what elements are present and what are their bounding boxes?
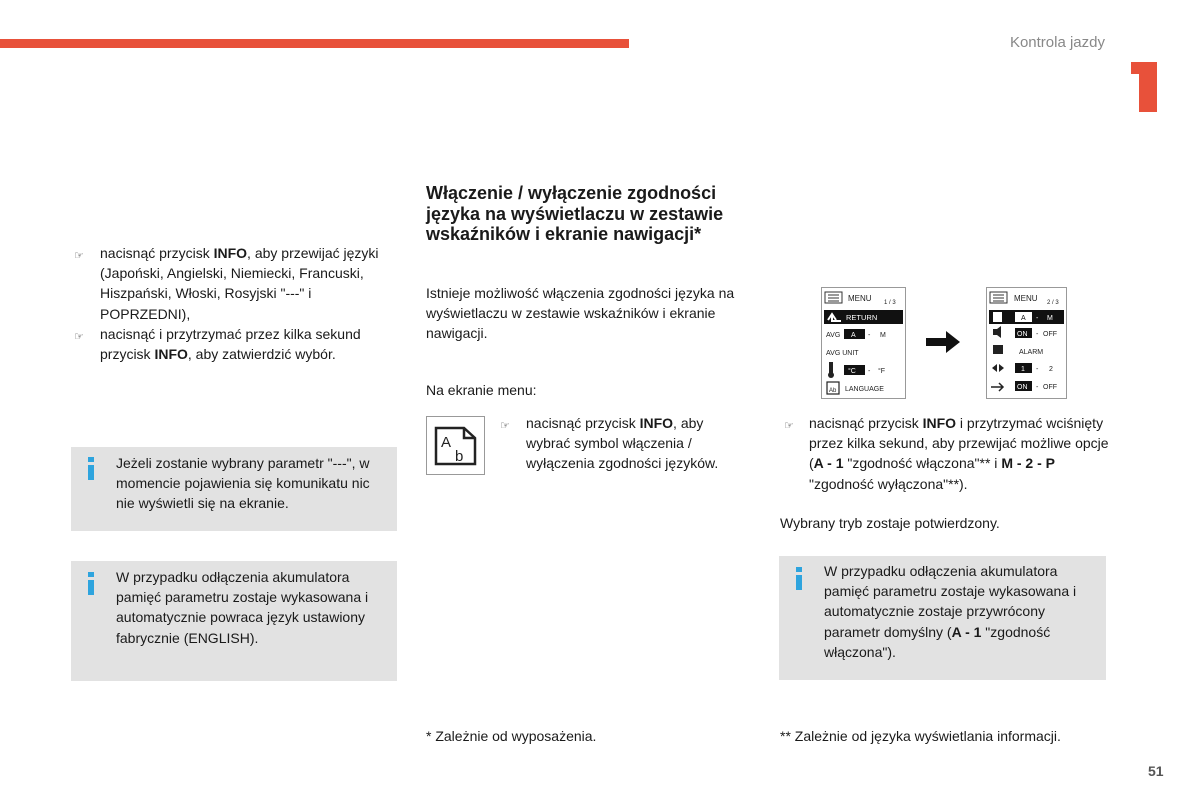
display-screen-2: [986, 287, 1067, 399]
svg-text:A: A: [851, 332, 856, 339]
svg-text:°C: °C: [848, 368, 856, 375]
svg-text:ALARM: ALARM: [1019, 349, 1044, 356]
svg-text:ON: ON: [1017, 331, 1028, 338]
bullet-icon: ☞: [500, 420, 510, 432]
svg-text:A: A: [1021, 315, 1026, 322]
bullet-icon: ☞: [784, 420, 794, 432]
menu-label: Na ekranie menu:: [426, 382, 537, 398]
info-box-3-text: W przypadku odłączenia akumulatora pamięć parametru zostaje wykasowana i automatycznie zostaje przywrócony parametr domyślny (A - 1 "zgodność włączona").: [824, 563, 1077, 660]
info-box-1: [71, 447, 397, 531]
info-box-2: [71, 561, 397, 681]
svg-text:-: -: [868, 368, 871, 375]
svg-text:AVG UNIT: AVG UNIT: [826, 350, 859, 357]
svg-text:OFF: OFF: [1043, 331, 1057, 338]
svg-text:°F: °F: [878, 368, 886, 375]
screen2-page: 2 / 3: [1047, 300, 1059, 306]
footnote-2: ** Zależnie od języka wyświetlania informacji.: [780, 728, 1061, 744]
confirm-text: Wybrany tryb zostaje potwierdzony.: [780, 515, 1000, 531]
col1-bullet-2: nacisnąć i przytrzymać przez kilka sekund przycisk INFO, aby zatwierdzić wybór.: [100, 326, 361, 363]
svg-text:AVG: AVG: [826, 332, 841, 339]
svg-text:Ab: Ab: [829, 388, 837, 394]
bullet-icon: ☞: [74, 250, 84, 262]
screen1-page: 1 / 3: [884, 300, 896, 306]
svg-text:LANGUAGE: LANGUAGE: [845, 386, 884, 393]
section-heading: Włączenie / wyłączenie zgodności języka na wyświetlaczu w zestawie wskaźników i ekranie nawigacji*: [426, 183, 724, 244]
chapter-number-1: [1131, 62, 1157, 112]
svg-text:-: -: [1036, 384, 1039, 391]
info-box-3: [779, 556, 1106, 680]
intro-text: Istnieje możliwość włączenia zgodności języka na wyświetlaczu w zestawie wskaźników i ekranie nawigacji.: [426, 285, 735, 342]
col3-bullet: nacisnąć przycisk INFO i przytrzymać wciśnięty przez kilka sekund, aby przewijać możliwe opcje (A - 1 "zgodność włączona"** i M - 2 - P "zgodność wyłączona"**).: [809, 415, 1109, 492]
language-symbol: [426, 416, 485, 475]
info-box-2-text: W przypadku odłączenia akumulatora pamięć parametru zostaje wykasowana i automatycznie powraca język ustawiony fabrycznie (ENGLISH).: [116, 569, 369, 646]
svg-text:2: 2: [1049, 366, 1053, 373]
footnote-1: * Zależnie od wyposażenia.: [426, 728, 597, 744]
page-number: 51: [1148, 763, 1164, 779]
svg-text:M: M: [1047, 315, 1053, 322]
screen1-row-return: RETURN: [846, 313, 878, 322]
info-box-1-text: Jeżeli zostanie wybrany parametr "---", w momencie pojawienia się komunikatu nic nie wyświetli się na ekranie.: [116, 455, 370, 512]
svg-text:ON: ON: [1017, 384, 1028, 391]
section-title: Kontrola jazdy: [1009, 34, 1105, 51]
screen2-title: MENU: [1014, 294, 1038, 303]
svg-text:M: M: [880, 332, 886, 339]
svg-text:A: A: [441, 434, 452, 451]
col1-bullet-1: nacisnąć przycisk INFO, aby przewijać języki (Japoński, Angielski, Niemiecki, Francuski, Hiszpański, Włoski, Rosyjski "---" i POPRZEDNI),: [100, 245, 379, 322]
svg-text:-: -: [868, 332, 871, 339]
svg-text:-: -: [1036, 366, 1039, 373]
svg-text:b: b: [455, 448, 464, 465]
svg-text:-: -: [1036, 331, 1039, 338]
svg-text:1: 1: [1021, 366, 1025, 373]
top-accent-bar: [0, 39, 629, 48]
bullet-icon: ☞: [74, 331, 84, 343]
col2-bullet: nacisnąć przycisk INFO, aby wybrać symbol włączenia / wyłączenia zgodności języków.: [526, 415, 719, 472]
screen1-title: MENU: [848, 294, 872, 303]
svg-text:OFF: OFF: [1043, 384, 1057, 391]
arrow-right-icon: [926, 331, 960, 358]
svg-text:-: -: [1036, 315, 1039, 322]
display-screen-1: [821, 287, 906, 399]
